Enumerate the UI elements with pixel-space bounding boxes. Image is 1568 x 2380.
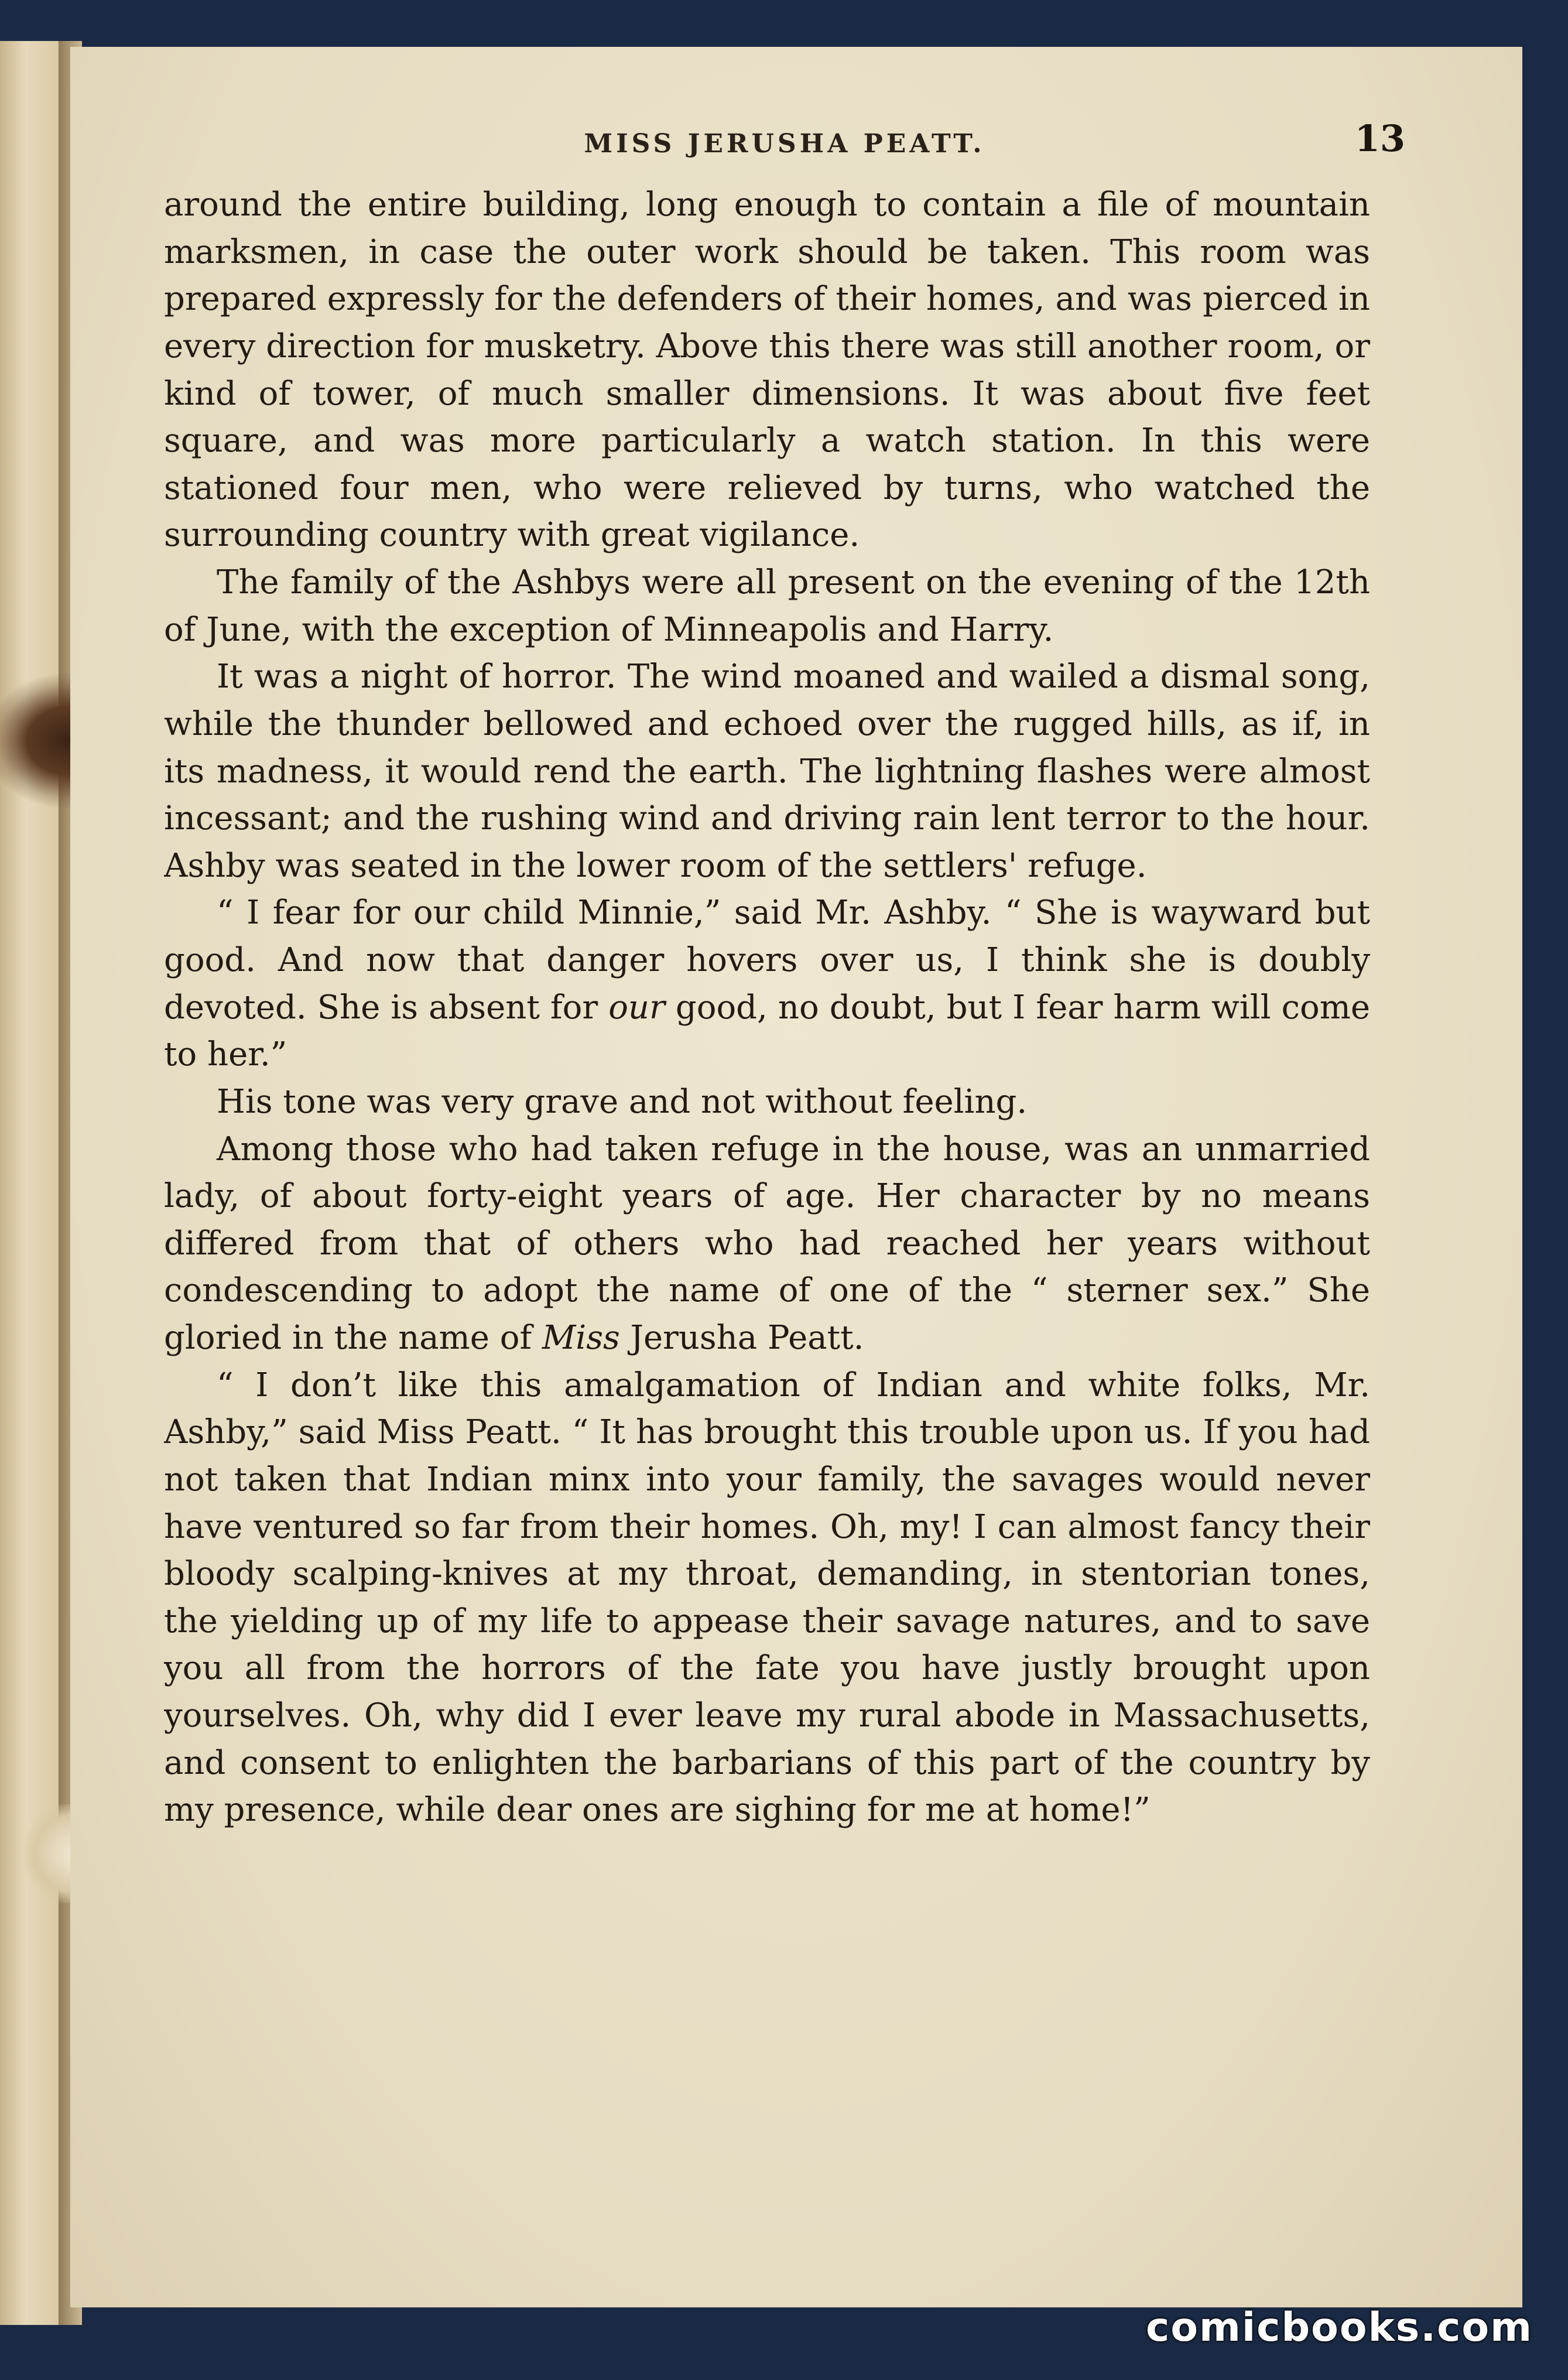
paragraph-building: around the entire building, long enough to contain a file of mountain marksmen, in case the outer work should be taken. This room was prepared expressly for the defenders of their homes, and was pierced in every direction for musketry. Above this there was still another room, or kind of tower, of much smaller dimensions. It was about five feet square, and was more particularly a watch station. In this were stationed four men, who were relieved by turns, who watched the surrounding country with great vigilance.	[164, 186, 1370, 555]
minnie-text-before: “ I fear for our child Minnie,” said Mr. Ashby. “ She is wayward but good. And now that danger hovers over us, I think she is doubly devoted. She is absent for	[164, 894, 1370, 1027]
facing-page-edge	[0, 41, 64, 2325]
paragraph-family: The family of the Ashbys were all present on the evening of the 12th of June, with the exception of Minneapolis and Harry.	[164, 563, 1370, 649]
running-title: MISS JERUSHA PEATT.	[584, 129, 985, 159]
peatt-text-before: Among those who had taken refuge in the house, was an unmarried lady, of about forty-eight years of age. Her character by no means differed from that of others who had reached her years without condescending to adopt the name of one of the “ sterner sex.” She gloried in the name of	[164, 1130, 1370, 1357]
page-number: 13	[1354, 117, 1405, 160]
page-header	[176, 105, 1405, 170]
peatt-emphasis: Miss	[542, 1319, 620, 1357]
peatt-text-after: Jerusha Peatt.	[619, 1319, 864, 1357]
paragraph-miss-peatt	[164, 1126, 1370, 1362]
paragraph-minnie	[164, 890, 1370, 1079]
minnie-text-after: good, no doubt, but I fear harm will come to her.”	[164, 988, 1370, 1074]
paragraph-night: It was a night of horror. The wind moaned and wailed a dismal song, while the thunder bellowed and echoed over the rugged hills, as if, in its madness, it would rend the earth. The lightning flashes were almost incessant; and the rushing wind and driving rain lent terror to the hour. Ashby was seated in the lower room of the settlers' refuge.	[164, 658, 1370, 885]
paragraph-amalgamation: “ I don’t like this amalgamation of Indian and white folks, Mr. Ashby,” said Miss Peatt. “ It has brought this trouble upon us. If you had not taken that Indian minx into your family, the savages would never have ventured so far from their homes. Oh, my! I can almost fancy their bloody scalping-knives at my throat, demanding, in stentorian tones, the yielding up of my life to appease their savage natures, and to save you all from the horrors of the fate you have justly brought upon yourselves. Oh, why did I ever leave my rural abode in Massachusetts, and consent to enlighten the barbarians of this part of the country by my presence, while dear ones are sighing for me at home!”	[164, 1366, 1370, 1830]
page-body	[164, 182, 1370, 2202]
site-watermark: comicbooks.com	[1145, 2304, 1533, 2351]
paragraph-tone: His tone was very grave and not without feeling.	[217, 1082, 1028, 1121]
minnie-emphasis: our	[608, 988, 665, 1027]
